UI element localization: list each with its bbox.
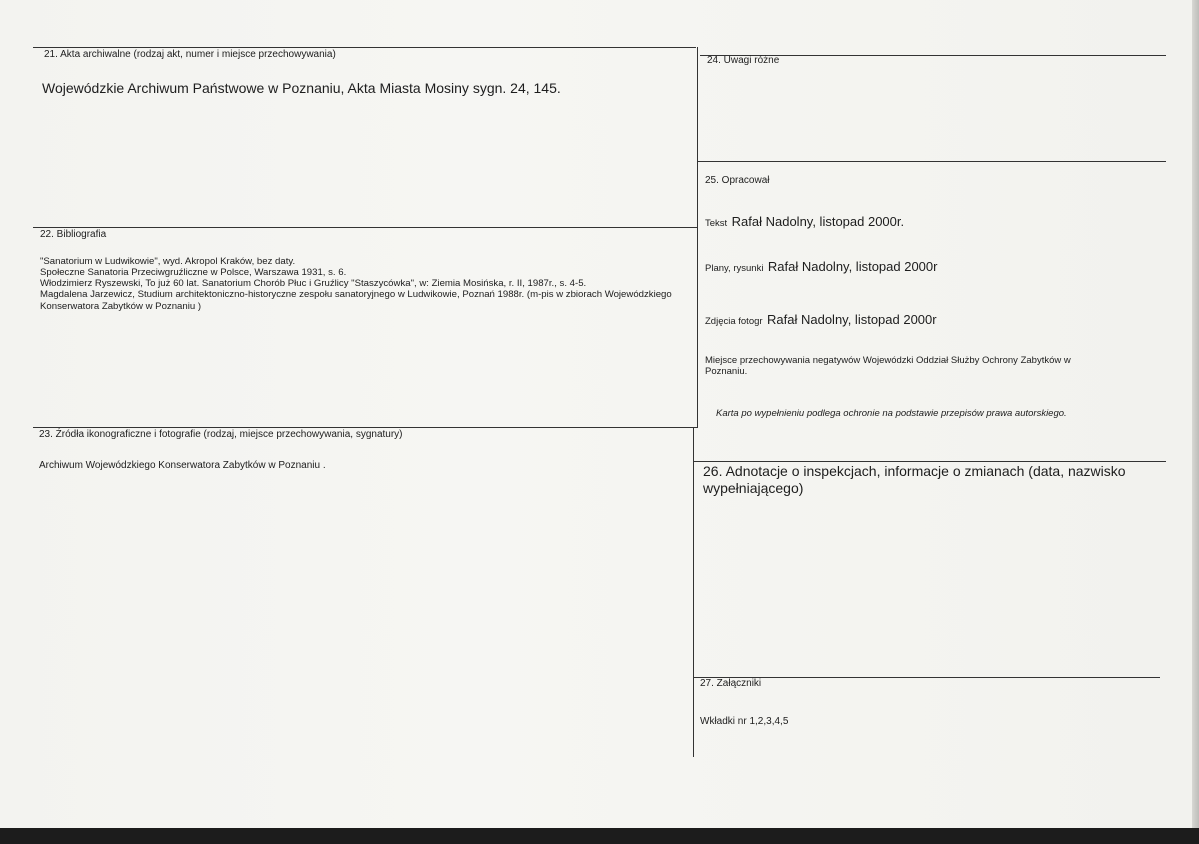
section-26-label: 26. Adnotacje o inspekcjach, informacje o zmianach (data, nazwisko wypełniającego) (703, 463, 1126, 496)
bibliography-list (40, 256, 692, 312)
plany-label: Plany, rysunki (705, 263, 764, 274)
section-23-label: 23. Źródła ikonograficzne i fotografie (rodzaj, miejsce przechowywania, sygnatury) (39, 429, 403, 440)
tekst-value: Rafał Nadolny, listopad 2000r. (731, 214, 905, 229)
section-24-label: 24. Uwagi różne (707, 55, 780, 66)
section-25-label: 25. Opracował (705, 175, 770, 186)
rule-22-23 (33, 427, 697, 428)
rule-top-left (33, 47, 696, 48)
tekst-row (705, 213, 904, 231)
rule-21-22 (33, 227, 697, 228)
rule-26-27 (694, 677, 1160, 678)
rule-25-26 (694, 461, 1166, 462)
section-21-value: Wojewódzkie Archiwum Państwowe w Poznaniu, Akta Miasta Mosiny sygn. 24, 145. (42, 80, 561, 96)
bibliography-entry: "Sanatorium w Ludwikowie", wyd. Akropol Kraków, bez daty. (40, 256, 296, 267)
plany-value: Rafał Nadolny, listopad 2000r (767, 259, 938, 274)
section-22-label: 22. Bibliografia (40, 229, 107, 240)
rule-center-vertical (697, 47, 698, 428)
rule-24-25 (697, 161, 1166, 162)
bibliography-entry: Magdalena Jarzewicz, Studium architektoniczno-historyczne zespołu sanatoryjnego w Ludwikowie, Poznań 1988r. (m-pis w zbiorach Wojewódzkiego Konserwatora Zabytków w Poznaniu ) (40, 289, 672, 312)
section-23-value: Archiwum Wojewódzkiego Konserwatora Zabytków w Poznaniu . (39, 460, 326, 471)
section-21-label: 21. Akta archiwalne (rodzaj akt, numer i miejsce przechowywania) (44, 49, 336, 60)
bibliography-entry: Włodzimierz Ryszewski, To już 60 lat. Sanatorium Chorób Płuc i Gruźlicy "Staszycówka", w: Ziemia Mosińska, r. II, 1987r., s. 4-5. (40, 278, 587, 290)
zdjecia-value: Rafał Nadolny, listopad 2000r (767, 312, 937, 327)
bibliography-entry: Społeczne Sanatoria Przeciwgruźliczne w Polsce, Warszawa 1931, s. 6. (40, 267, 347, 279)
plany-row (705, 258, 937, 276)
tekst-label: Tekst (705, 218, 728, 229)
scan-edge-right (1192, 0, 1199, 844)
negatives-storage-line1: Miejsce przechowywania negatywów Wojewódzki Oddział Służby Ochrony Zabytków w (705, 355, 1071, 366)
scan-edge-bottom (0, 828, 1199, 844)
zdjecia-row (705, 311, 937, 329)
rule-center-vertical-lower (693, 428, 694, 757)
section-27-value: Wkładki nr 1,2,3,4,5 (700, 716, 789, 727)
section-27-label: 27. Załączniki (700, 678, 762, 689)
copyright-note: Karta po wypełnieniu podlega ochronie na podstawie przepisów prawa autorskiego. (716, 408, 1067, 419)
zdjecia-label: Zdjęcia fotogr (705, 316, 763, 327)
negatives-storage-line2: Poznaniu. (705, 366, 748, 377)
